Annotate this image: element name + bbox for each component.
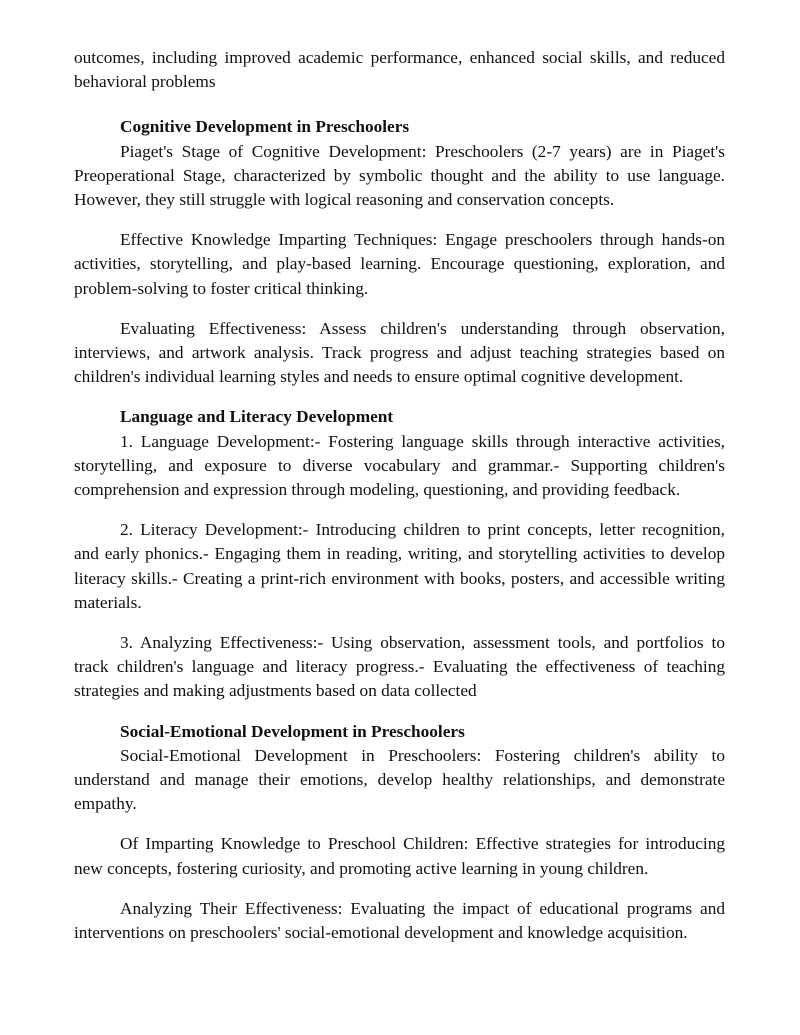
paragraph: Evaluating Effectiveness: Assess children's understanding through observation, interviews, and artwork analysis. Track progress and adjust teaching strategies based on children's individual learning styles and needs to ensure optimal cognitive development. <box>74 318 725 387</box>
section-social-emotional <box>74 720 725 946</box>
section-heading: Language and Literacy Development <box>120 407 394 427</box>
paragraph: 1. Language Development:- Fostering language skills through interactive activities, storytelling, and exposure to diverse vocabulary and grammar.- Supporting children's comprehension and expression through modeling, questioning, and providing feedback. <box>74 431 725 500</box>
section-language-literacy <box>74 405 725 703</box>
paragraph: Effective Knowledge Imparting Techniques: Engage preschoolers through hands-on activities, storytelling, and play-based learning. Encourage questioning, exploration, and problem-solving to foster critical thinking. <box>74 230 725 298</box>
paragraph: 3. Analyzing Effectiveness:- Using observation, assessment tools, and portfolios to track children's language and literacy progress.- Evaluating the effectiveness of teaching strategies and making adjustments based on data collected <box>74 633 725 701</box>
intro-fragment: outcomes, including improved academic performance, enhanced social skills, and reduced behavioral problems <box>74 48 725 92</box>
paragraph: Of Imparting Knowledge to Preschool Children: Effective strategies for introducing new concepts, fostering curiosity, and promoting active learning in young children. <box>74 834 725 878</box>
paragraph: 2. Literacy Development:- Introducing children to print concepts, letter recognition, and early phonics.- Engaging them in reading, writing, and storytelling activities to develop literacy skills.- Creating a print-rich environment with books, posters, and accessible writing materials. <box>74 520 725 612</box>
document-page <box>74 46 725 945</box>
paragraph: Piaget's Stage of Cognitive Development: Preschoolers (2-7 years) are in Piaget's Preoperational Stage, characterized by symbolic thought and the ability to use language. However, they still struggle with logical reasoning and conservation concepts. <box>74 141 725 210</box>
section-heading: Cognitive Development in Preschoolers <box>120 117 410 137</box>
paragraph: Social-Emotional Development in Preschoolers: Fostering children's ability to understand and manage their emotions, develop healthy relationships, and demonstrate empathy. <box>74 745 725 814</box>
paragraph: Analyzing Their Effectiveness: Evaluating the impact of educational programs and interventions on preschoolers' social-emotional development and knowledge acquisition. <box>74 898 725 943</box>
section-cognitive-development <box>74 115 725 389</box>
section-heading: Social-Emotional Development in Preschoolers <box>120 721 465 741</box>
